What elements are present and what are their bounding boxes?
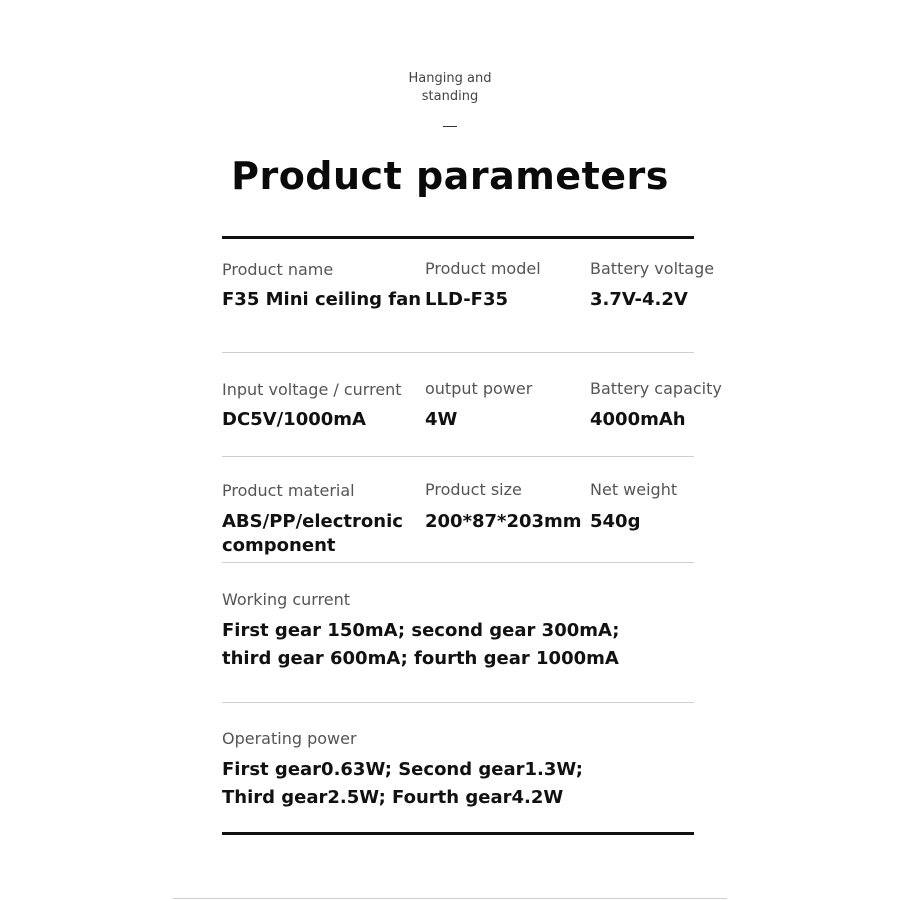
table-top-rule [222, 236, 694, 239]
subtitle-dash-divider [443, 126, 457, 127]
param-label-product-material: Product material [222, 481, 355, 500]
subtitle-line-1: Hanging and [408, 71, 492, 86]
param-label-product-name: Product name [222, 260, 334, 279]
footer-divider [173, 898, 727, 899]
param-label-input-voltage-current: Input voltage / current [222, 380, 402, 399]
param-value-product-size: 200*87*203mm [425, 511, 582, 532]
param-value-output-power: 4W [425, 409, 458, 430]
param-label-net-weight: Net weight [590, 480, 678, 499]
row-divider-3 [222, 562, 694, 563]
operating-power-label: Operating power [222, 729, 357, 748]
operating-power-line-1: First gear0.63W; Second gear1.3W; [222, 759, 583, 780]
param-label-product-size: Product size [425, 480, 522, 499]
param-value-net-weight: 540g [590, 511, 641, 532]
working-current-label: Working current [222, 590, 351, 609]
table-bottom-rule [222, 832, 694, 835]
param-value-battery-capacity: 4000mAh [590, 409, 686, 430]
subtitle [350, 70, 550, 106]
working-current-line-1: First gear 150mA; second gear 300mA; [222, 620, 620, 641]
working-current-line-2: third gear 600mA; fourth gear 1000mA [222, 648, 619, 669]
param-label-battery-capacity: Battery capacity [590, 379, 722, 398]
param-value-product-name: F35 Mini ceiling fan [222, 289, 422, 310]
param-label-battery-voltage: Battery voltage [590, 259, 715, 278]
param-label-product-model: Product model [425, 259, 541, 278]
subtitle-line-2: standing [421, 89, 479, 104]
param-value-input-voltage-current: DC5V/1000mA [222, 409, 366, 430]
row-divider-2 [222, 456, 694, 457]
row-divider-4 [222, 702, 694, 703]
param-value-battery-voltage: 3.7V-4.2V [590, 289, 688, 310]
param-label-output-power: output power [425, 379, 533, 398]
param-value-product-model: LLD-F35 [425, 289, 509, 310]
param-value-product-material: ABS/PP/electronic component [222, 511, 403, 556]
page-title: Product parameters [231, 154, 669, 198]
operating-power-line-2: Third gear2.5W; Fourth gear4.2W [222, 787, 564, 808]
row-divider-1 [222, 352, 694, 353]
